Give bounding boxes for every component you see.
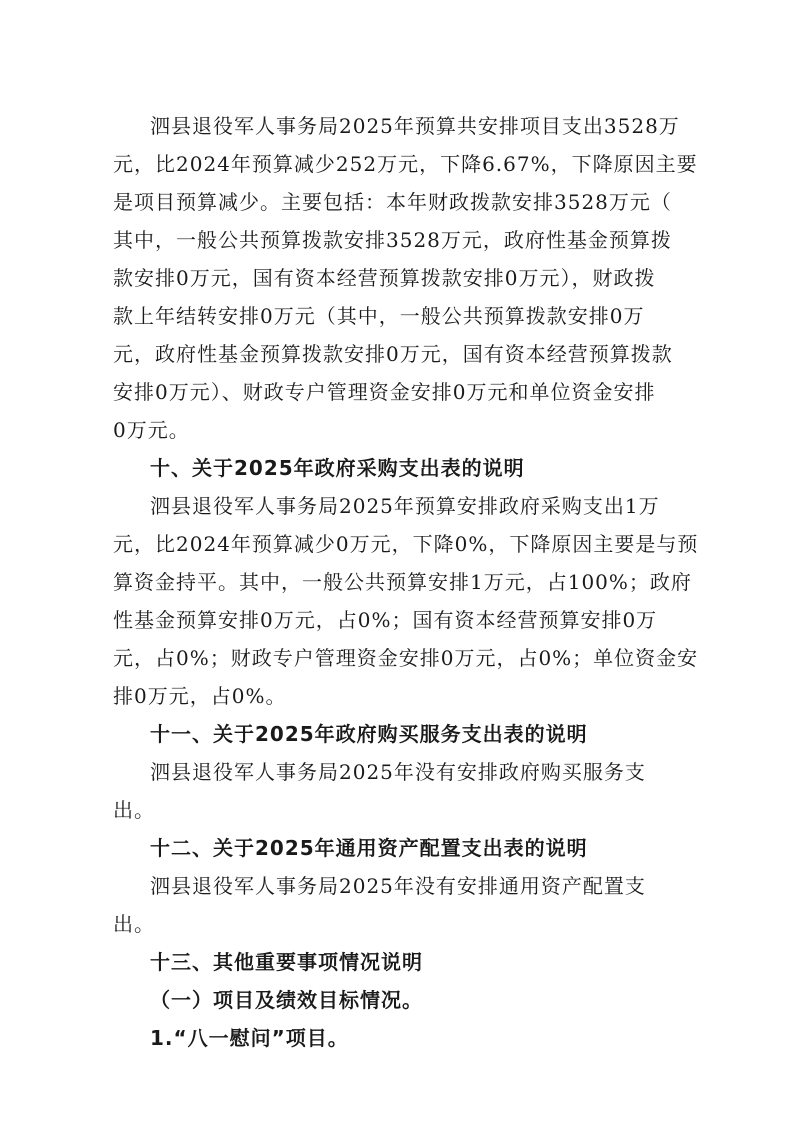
paragraph-line: 款上年结转安排0万元（其中，一般公共预算拨款安排0万 — [113, 304, 645, 328]
section-heading: 十三、其他重要事项情况说明 — [150, 950, 423, 974]
section-heading: 十一、关于2025年政府购买服务支出表的说明 — [150, 722, 588, 746]
paragraph-line: 款安排0万元，国有资本经营预算拨款安排0万元），财政拨 — [113, 266, 656, 290]
paragraph-line: 元，占0%；财政专户管理资金安排0万元，占0%；单位资金安 — [113, 646, 699, 670]
subsection-heading: （一）项目及绩效目标情况。 — [150, 988, 423, 1012]
item-heading: 1.“八一慰问”项目。 — [150, 1026, 349, 1050]
paragraph-line: 排0万元，占0%。 — [113, 684, 287, 708]
paragraph-line: 出。 — [113, 798, 155, 822]
paragraph-line: 其中，一般公共预算拨款安排3528万元，政府性基金预算拨 — [113, 228, 672, 252]
paragraph-line: 泗县退役军人事务局2025年没有安排通用资产配置支 — [150, 874, 646, 898]
paragraph-line: 算资金持平。其中，一般公共预算安排1万元，占100%；政府 — [113, 570, 692, 594]
paragraph-line: 元，比2024年预算减少252万元，下降6.67%，下降原因主要 — [113, 152, 698, 176]
paragraph-line: 泗县退役军人事务局2025年预算安排政府采购支出1万 — [150, 494, 660, 518]
paragraph-line: 安排0万元）、财政专户管理资金安排0万元和单位资金安排 — [113, 380, 656, 404]
paragraph-line: 泗县退役军人事务局2025年预算共安排项目支出3528万 — [150, 114, 680, 138]
section-heading: 十、关于2025年政府采购支出表的说明 — [150, 456, 525, 480]
paragraph-line: 性基金预算安排0万元，占0%；国有资本经营预算安排0万 — [113, 608, 658, 632]
paragraph-line: 0万元。 — [113, 418, 190, 442]
paragraph-line: 是项目预算减少。主要包括：本年财政拨款安排3528万元（ — [113, 190, 672, 214]
paragraph-line: 元，比2024年预算减少0万元，下降0%，下降原因主要是与预 — [113, 532, 699, 556]
paragraph-line: 元，政府性基金预算拨款安排0万元，国有资本经营预算拨款 — [113, 342, 673, 366]
section-heading: 十二、关于2025年通用资产配置支出表的说明 — [150, 836, 588, 860]
paragraph-line: 出。 — [113, 912, 155, 936]
paragraph-line: 泗县退役军人事务局2025年没有安排政府购买服务支 — [150, 760, 646, 784]
